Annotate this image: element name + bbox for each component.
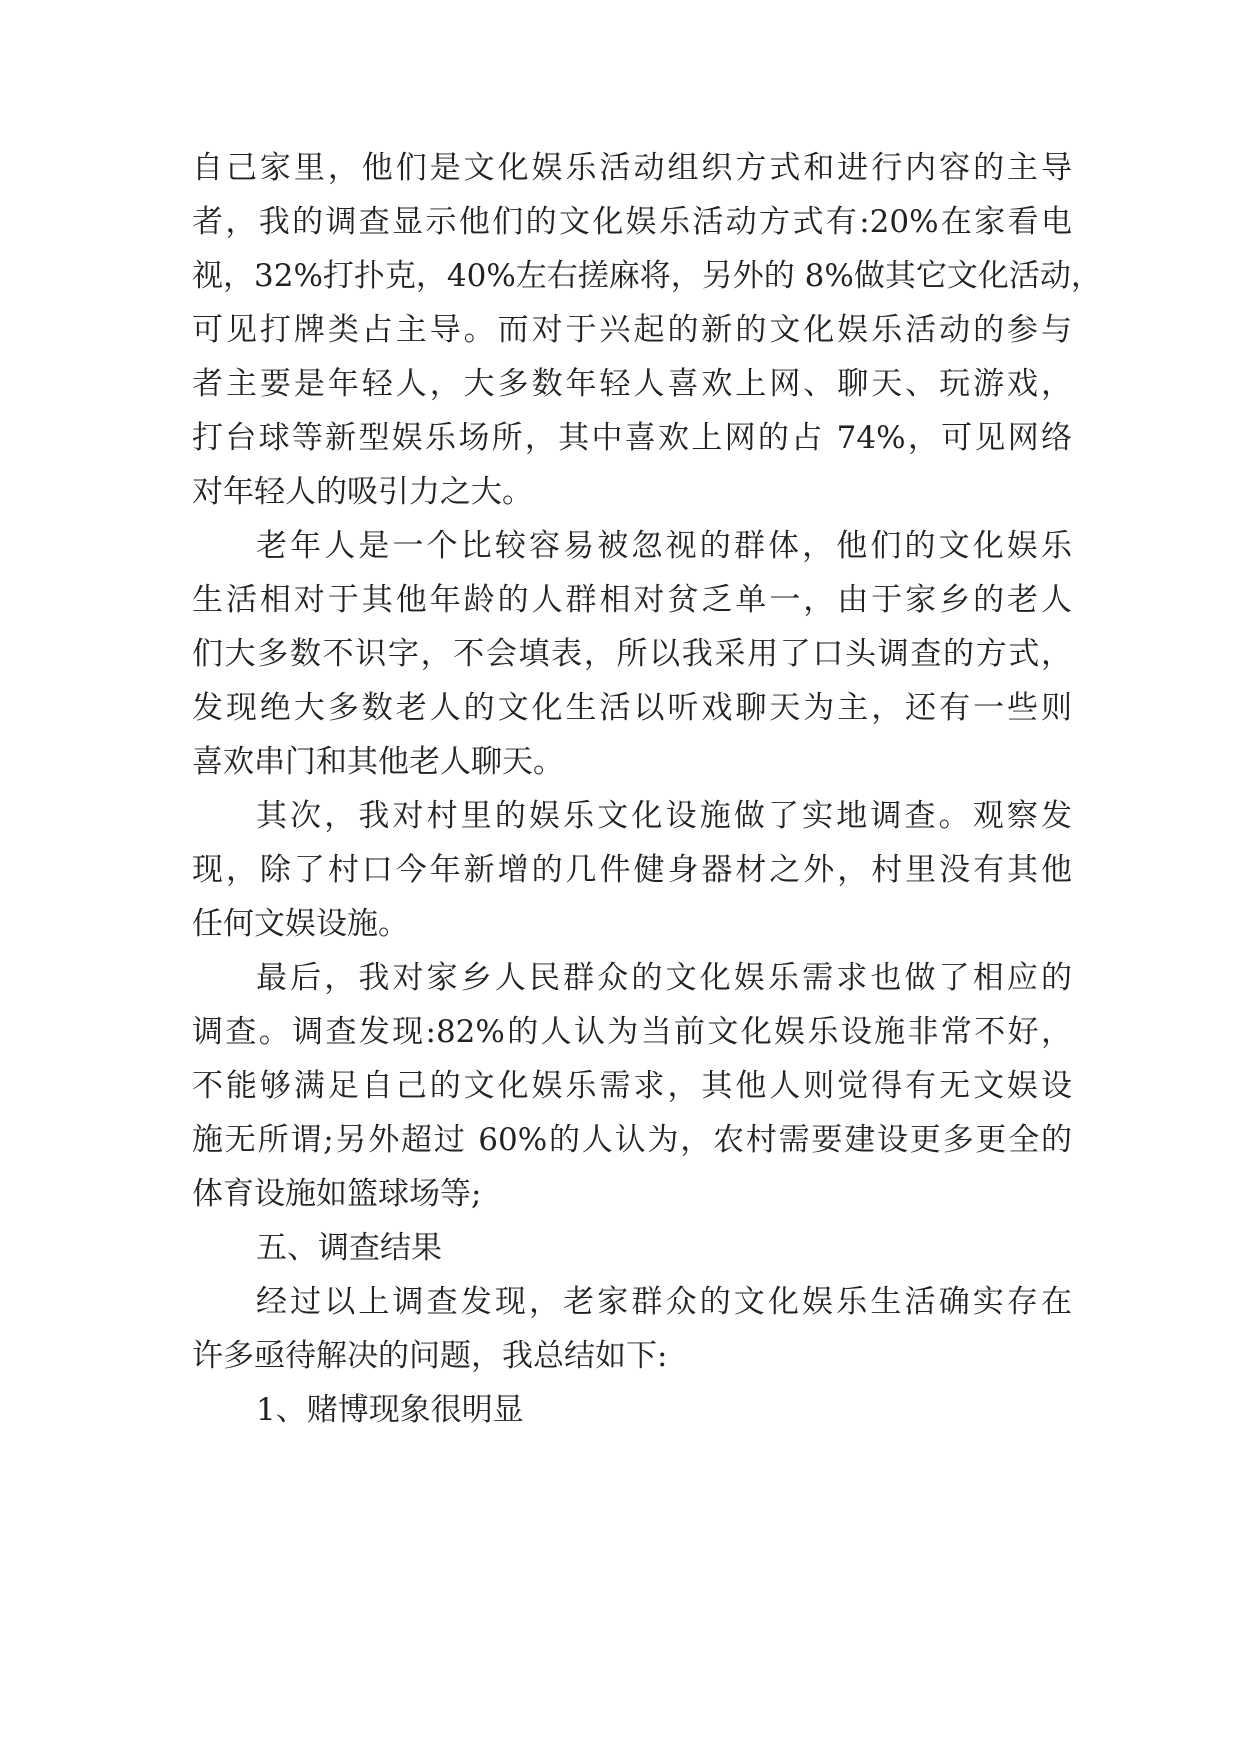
paragraph-line: 不能够满足自己的文化娱乐需求，其他人则觉得有无文娱设 xyxy=(192,1068,1072,1104)
paragraph-line: 经过以上调查发现，老家群众的文化娱乐生活确实存在 xyxy=(256,1284,1072,1320)
paragraph-line: 视，32%打扑克，40%左右搓麻将，另外的 8%做其它文化活动， xyxy=(192,258,1102,294)
paragraph-line: 对年轻人的吸引力之大。 xyxy=(192,474,533,510)
paragraph-line: 可见打牌类占主导。而对于兴起的新的文化娱乐活动的参与 xyxy=(192,312,1072,348)
paragraph-line: 打台球等新型娱乐场所，其中喜欢上网的占 74%，可见网络 xyxy=(192,420,1072,456)
paragraph-line: 现，除了村口今年新增的几件健身器材之外，村里没有其他 xyxy=(192,852,1072,888)
paragraph-line: 们大多数不识字，不会填表，所以我采用了口头调查的方式， xyxy=(192,636,1072,672)
paragraph-line: 者，我的调查显示他们的文化娱乐活动方式有:20%在家看电 xyxy=(192,204,1072,240)
paragraph-line: 者主要是年轻人，大多数年轻人喜欢上网、聊天、玩游戏， xyxy=(192,366,1072,402)
paragraph-line: 最后，我对家乡人民群众的文化娱乐需求也做了相应的 xyxy=(256,960,1072,996)
paragraph-line: 许多亟待解决的问题，我总结如下: xyxy=(192,1338,668,1374)
list-item-heading: 1、赌博现象很明显 xyxy=(256,1392,524,1428)
paragraph-line: 施无所谓;另外超过 60%的人认为，农村需要建设更多更全的 xyxy=(192,1122,1072,1158)
paragraph-line: 生活相对于其他年龄的人群相对贫乏单一，由于家乡的老人 xyxy=(192,582,1072,618)
section-heading: 五、调查结果 xyxy=(256,1230,442,1266)
paragraph-line: 任何文娱设施。 xyxy=(192,906,409,942)
paragraph-line: 调查。调查发现:82%的人认为当前文化娱乐设施非常不好， xyxy=(192,1014,1072,1050)
paragraph-line: 喜欢串门和其他老人聊天。 xyxy=(192,744,564,780)
paragraph-line: 其次，我对村里的娱乐文化设施做了实地调查。观察发 xyxy=(256,798,1072,834)
paragraph-line: 老年人是一个比较容易被忽视的群体，他们的文化娱乐 xyxy=(256,528,1072,564)
paragraph-line: 体育设施如篮球场等; xyxy=(192,1176,482,1212)
paragraph-line: 发现绝大多数老人的文化生活以听戏聊天为主，还有一些则 xyxy=(192,690,1072,726)
paragraph-line: 自己家里，他们是文化娱乐活动组织方式和进行内容的主导 xyxy=(192,150,1072,186)
